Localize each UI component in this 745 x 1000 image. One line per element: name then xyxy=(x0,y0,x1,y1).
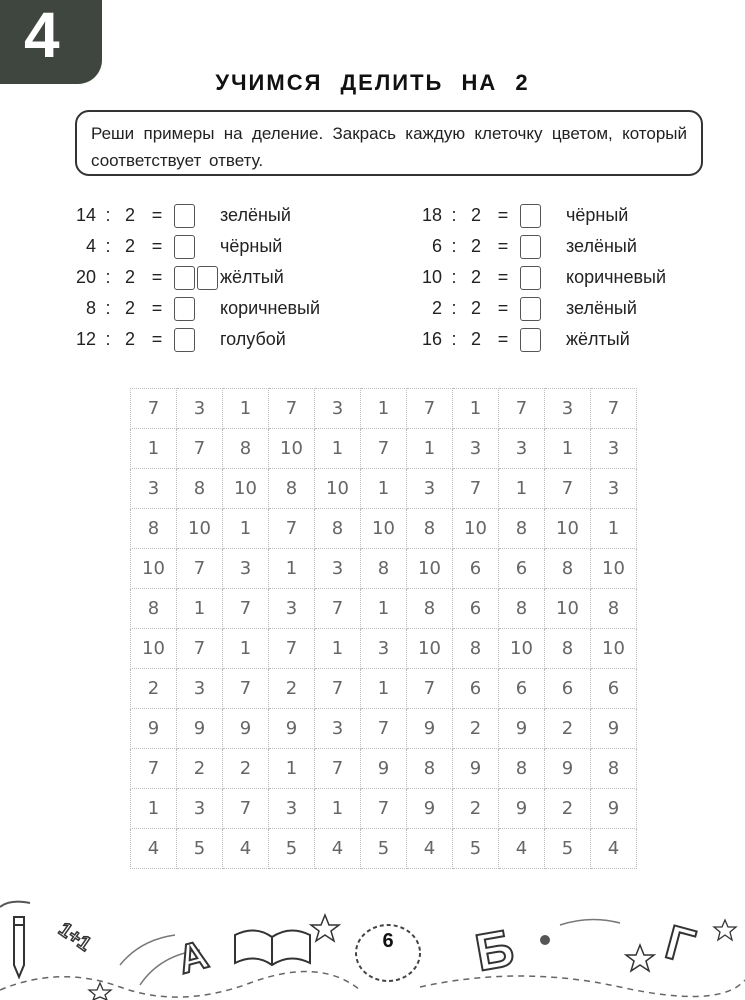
grid-cell[interactable]: 5 xyxy=(453,829,499,869)
division-sign: : xyxy=(451,267,457,287)
answer-boxes xyxy=(174,266,220,290)
dividend: 20 xyxy=(75,267,96,287)
grid-cell[interactable]: 10 xyxy=(591,549,637,589)
grid-row xyxy=(131,389,637,429)
division-sign: : xyxy=(451,205,457,225)
answer-boxes xyxy=(520,204,566,228)
grid-cell[interactable]: 7 xyxy=(223,789,269,829)
grid-cell[interactable]: 6 xyxy=(591,669,637,709)
equation-row xyxy=(412,200,666,231)
grid-cell[interactable]: 4 xyxy=(131,829,177,869)
grid-cell[interactable]: 7 xyxy=(131,389,177,429)
division-sign: : xyxy=(105,267,111,287)
grid-cell[interactable]: 10 xyxy=(177,509,223,549)
equals-sign: = xyxy=(497,298,509,318)
grid-cell[interactable]: 7 xyxy=(177,429,223,469)
grid-cell[interactable]: 6 xyxy=(453,669,499,709)
equation-row xyxy=(66,324,320,355)
grid-cell[interactable]: 7 xyxy=(361,709,407,749)
division-sign: : xyxy=(105,298,111,318)
lesson-number: 4 xyxy=(24,0,60,71)
grid-cell[interactable]: 8 xyxy=(545,629,591,669)
grid-cell[interactable]: 3 xyxy=(269,589,315,629)
answer-box[interactable] xyxy=(520,297,541,321)
equals-sign: = xyxy=(497,267,509,287)
grid-cell[interactable]: 9 xyxy=(407,709,453,749)
grid-row xyxy=(131,629,637,669)
answer-box[interactable] xyxy=(520,328,541,352)
grid-cell[interactable]: 8 xyxy=(223,429,269,469)
grid-cell[interactable]: 8 xyxy=(315,509,361,549)
grid-cell[interactable]: 8 xyxy=(499,749,545,789)
division-sign: : xyxy=(105,205,111,225)
letter-a-icon: А xyxy=(173,932,213,983)
answer-box[interactable] xyxy=(520,204,541,228)
answer-boxes xyxy=(520,235,566,259)
grid-cell[interactable]: 4 xyxy=(407,829,453,869)
dividend: 8 xyxy=(85,298,96,318)
color-name: жёлтый xyxy=(220,267,284,287)
grid-cell[interactable]: 1 xyxy=(315,789,361,829)
grid-cell[interactable]: 3 xyxy=(407,469,453,509)
grid-cell[interactable]: 6 xyxy=(453,549,499,589)
grid-cell[interactable]: 4 xyxy=(315,829,361,869)
grid-cell[interactable]: 9 xyxy=(545,749,591,789)
pencil-icon xyxy=(14,917,24,977)
grid-cell[interactable]: 9 xyxy=(361,749,407,789)
equations-right xyxy=(412,200,666,355)
grid-cell[interactable]: 3 xyxy=(499,429,545,469)
grid-cell[interactable]: 8 xyxy=(591,749,637,789)
answer-boxes xyxy=(520,328,566,352)
equals-sign: = xyxy=(497,205,509,225)
grid-cell[interactable]: 1 xyxy=(223,509,269,549)
grid-cell[interactable]: 6 xyxy=(453,589,499,629)
grid-row xyxy=(131,669,637,709)
page-title: УЧИМСЯ ДЕЛИТЬ НА 2 xyxy=(215,70,530,95)
division-sign: : xyxy=(451,236,457,256)
color-name: чёрный xyxy=(220,236,283,256)
grid-cell[interactable]: 10 xyxy=(545,509,591,549)
grid-cell[interactable]: 7 xyxy=(499,389,545,429)
grid-row xyxy=(131,789,637,829)
equation-row xyxy=(66,262,320,293)
grid-cell[interactable]: 7 xyxy=(361,789,407,829)
grid-cell[interactable]: 6 xyxy=(545,669,591,709)
grid-row xyxy=(131,549,637,589)
color-name: чёрный xyxy=(566,205,629,225)
instruction-box: Реши примеры на деление. Закрась каждую клеточку цветом, который соответствует ответу. xyxy=(75,110,703,176)
grid-cell[interactable]: 3 xyxy=(131,469,177,509)
grid-cell[interactable]: 10 xyxy=(131,629,177,669)
grid-cell[interactable]: 8 xyxy=(407,589,453,629)
grid-cell[interactable]: 10 xyxy=(499,629,545,669)
grid-cell[interactable]: 3 xyxy=(591,429,637,469)
book-icon xyxy=(235,930,310,965)
division-sign: : xyxy=(451,329,457,349)
answer-boxes xyxy=(174,297,220,321)
coloring-grid xyxy=(130,388,637,869)
color-name: жёлтый xyxy=(566,329,630,349)
equation-row xyxy=(412,324,666,355)
grid-cell[interactable]: 9 xyxy=(177,709,223,749)
equals-sign: = xyxy=(497,236,509,256)
answer-box[interactable] xyxy=(174,328,195,352)
grid-cell[interactable]: 5 xyxy=(361,829,407,869)
grid-cell[interactable]: 7 xyxy=(269,509,315,549)
grid-cell[interactable]: 3 xyxy=(315,389,361,429)
dividend: 16 xyxy=(421,329,442,349)
grid-cell[interactable]: 2 xyxy=(269,669,315,709)
color-name: коричневый xyxy=(566,267,667,287)
grid-row xyxy=(131,469,637,509)
grid-cell[interactable]: 7 xyxy=(269,629,315,669)
grid-cell[interactable]: 8 xyxy=(453,629,499,669)
grid-cell[interactable]: 10 xyxy=(407,549,453,589)
grid-cell[interactable]: 8 xyxy=(591,589,637,629)
grid-cell[interactable]: 1 xyxy=(269,749,315,789)
equation-row xyxy=(412,231,666,262)
grid-cell[interactable]: 7 xyxy=(269,389,315,429)
dividend: 12 xyxy=(75,329,96,349)
grid-row xyxy=(131,749,637,789)
grid-cell[interactable]: 3 xyxy=(177,669,223,709)
grid-cell[interactable]: 1 xyxy=(131,429,177,469)
divisor: 2 xyxy=(124,267,135,287)
grid-cell[interactable]: 10 xyxy=(407,629,453,669)
dividend: 6 xyxy=(431,236,442,256)
grid-cell[interactable]: 5 xyxy=(177,829,223,869)
answer-boxes xyxy=(520,266,566,290)
grid-cell[interactable]: 1 xyxy=(223,629,269,669)
equals-sign: = xyxy=(151,205,163,225)
grid-cell[interactable]: 1 xyxy=(315,629,361,669)
grid-cell[interactable]: 2 xyxy=(177,749,223,789)
dividend: 2 xyxy=(431,298,442,318)
grid-cell[interactable]: 3 xyxy=(269,789,315,829)
grid-cell[interactable]: 6 xyxy=(499,669,545,709)
grid-cell[interactable]: 9 xyxy=(591,709,637,749)
grid-cell[interactable]: 7 xyxy=(223,589,269,629)
grid-cell[interactable]: 7 xyxy=(407,389,453,429)
grid-cell[interactable]: 1 xyxy=(269,549,315,589)
equation-row xyxy=(66,293,320,324)
formula-icon: 1+1 xyxy=(54,918,95,956)
dividend: 10 xyxy=(421,267,442,287)
grid-cell[interactable]: 8 xyxy=(545,549,591,589)
grid-cell[interactable]: 9 xyxy=(591,789,637,829)
equation-row xyxy=(66,231,320,262)
grid-cell[interactable]: 9 xyxy=(131,709,177,749)
grid-row xyxy=(131,829,637,869)
grid-cell[interactable]: 8 xyxy=(131,589,177,629)
equation-row xyxy=(412,262,666,293)
letter-g-icon: Г xyxy=(659,915,700,975)
equals-sign: = xyxy=(497,329,509,349)
color-name: голубой xyxy=(220,329,286,349)
grid-cell[interactable]: 10 xyxy=(361,509,407,549)
dividend: 4 xyxy=(85,236,96,256)
color-name: коричневый xyxy=(220,298,321,318)
divisor: 2 xyxy=(470,329,481,349)
grid-cell[interactable]: 3 xyxy=(361,629,407,669)
grid-cell[interactable]: 3 xyxy=(223,549,269,589)
grid-cell[interactable]: 9 xyxy=(453,749,499,789)
equals-sign: = xyxy=(151,267,163,287)
grid-cell[interactable]: 1 xyxy=(361,389,407,429)
equations-left xyxy=(66,200,320,355)
grid-cell[interactable]: 8 xyxy=(361,549,407,589)
answer-box[interactable] xyxy=(174,204,195,228)
grid-cell[interactable]: 4 xyxy=(591,829,637,869)
grid-cell[interactable]: 8 xyxy=(407,509,453,549)
grid-cell[interactable]: 8 xyxy=(269,469,315,509)
grid-cell[interactable]: 7 xyxy=(545,469,591,509)
grid-cell[interactable]: 8 xyxy=(407,749,453,789)
grid-cell[interactable]: 1 xyxy=(499,469,545,509)
grid-cell[interactable]: 1 xyxy=(223,389,269,429)
divisor: 2 xyxy=(470,236,481,256)
grid-cell[interactable]: 10 xyxy=(269,429,315,469)
star-icon xyxy=(626,945,654,971)
grid-cell[interactable]: 7 xyxy=(315,749,361,789)
grid-cell[interactable]: 10 xyxy=(223,469,269,509)
grid-cell[interactable]: 8 xyxy=(177,469,223,509)
grid-cell[interactable]: 3 xyxy=(545,389,591,429)
grid-cell[interactable]: 1 xyxy=(591,509,637,549)
grid-cell[interactable]: 7 xyxy=(177,549,223,589)
grid-cell[interactable]: 1 xyxy=(361,669,407,709)
answer-boxes xyxy=(174,328,220,352)
divisor: 2 xyxy=(124,205,135,225)
division-sign: : xyxy=(451,298,457,318)
star-icon xyxy=(311,915,339,941)
grid-cell[interactable]: 8 xyxy=(131,509,177,549)
division-sign: : xyxy=(105,329,111,349)
grid-cell[interactable]: 7 xyxy=(453,469,499,509)
grid-cell[interactable]: 1 xyxy=(453,389,499,429)
grid-cell[interactable]: 7 xyxy=(361,429,407,469)
grid-cell[interactable]: 2 xyxy=(223,749,269,789)
answer-boxes xyxy=(520,297,566,321)
grid-cell[interactable]: 5 xyxy=(545,829,591,869)
grid-cell[interactable]: 3 xyxy=(315,709,361,749)
letter-b-icon: Б xyxy=(471,919,519,983)
divisor: 2 xyxy=(470,267,481,287)
grid-cell[interactable]: 1 xyxy=(545,429,591,469)
grid-cell[interactable]: 3 xyxy=(177,789,223,829)
grid-cell[interactable]: 3 xyxy=(453,429,499,469)
grid-cell[interactable]: 9 xyxy=(499,789,545,829)
star-icon xyxy=(714,920,736,940)
grid-cell[interactable]: 2 xyxy=(453,789,499,829)
answer-box[interactable] xyxy=(197,266,218,290)
grid-cell[interactable]: 10 xyxy=(131,549,177,589)
division-sign: : xyxy=(105,236,111,256)
grid-cell[interactable]: 1 xyxy=(407,429,453,469)
grid-cell[interactable]: 2 xyxy=(545,709,591,749)
answer-boxes xyxy=(174,204,220,228)
grid-cell[interactable]: 7 xyxy=(591,389,637,429)
grid-cell[interactable]: 9 xyxy=(269,709,315,749)
divisor: 2 xyxy=(124,236,135,256)
grid-cell[interactable]: 6 xyxy=(499,549,545,589)
grid-row xyxy=(131,709,637,749)
page-number: 6 xyxy=(382,930,394,952)
dividend: 14 xyxy=(75,205,96,225)
grid-cell[interactable]: 7 xyxy=(131,749,177,789)
grid-cell[interactable]: 5 xyxy=(269,829,315,869)
grid-cell[interactable]: 2 xyxy=(453,709,499,749)
divisor: 2 xyxy=(124,298,135,318)
grid-cell[interactable]: 9 xyxy=(407,789,453,829)
grid-cell[interactable]: 7 xyxy=(315,669,361,709)
divisor: 2 xyxy=(124,329,135,349)
grid-cell[interactable]: 1 xyxy=(131,789,177,829)
color-name: зелёный xyxy=(566,236,637,256)
grid-cell[interactable]: 9 xyxy=(499,709,545,749)
grid-cell[interactable]: 1 xyxy=(177,589,223,629)
grid-row xyxy=(131,589,637,629)
grid-cell[interactable]: 2 xyxy=(545,789,591,829)
answer-box[interactable] xyxy=(520,235,541,259)
grid-cell[interactable]: 7 xyxy=(223,669,269,709)
grid-cell[interactable]: 7 xyxy=(315,589,361,629)
equals-sign: = xyxy=(151,298,163,318)
answer-box[interactable] xyxy=(174,297,195,321)
grid-row xyxy=(131,509,637,549)
dot-icon xyxy=(540,935,550,945)
dividend: 18 xyxy=(421,205,442,225)
grid-cell[interactable]: 1 xyxy=(361,589,407,629)
grid-cell[interactable]: 2 xyxy=(131,669,177,709)
grid-cell[interactable]: 8 xyxy=(499,589,545,629)
grid-cell[interactable]: 4 xyxy=(223,829,269,869)
grid-cell[interactable]: 3 xyxy=(591,469,637,509)
grid-cell[interactable]: 9 xyxy=(223,709,269,749)
grid-cell[interactable]: 10 xyxy=(453,509,499,549)
color-name: зелёный xyxy=(220,205,291,225)
grid-cell[interactable]: 4 xyxy=(499,829,545,869)
equation-row xyxy=(66,200,320,231)
grid-cell[interactable]: 7 xyxy=(407,669,453,709)
grid-row xyxy=(131,429,637,469)
answer-boxes xyxy=(174,235,220,259)
grid-cell[interactable]: 10 xyxy=(545,589,591,629)
equation-row xyxy=(412,293,666,324)
grid-cell[interactable]: 7 xyxy=(177,629,223,669)
answer-box[interactable] xyxy=(520,266,541,290)
answer-box[interactable] xyxy=(174,266,195,290)
star-icon xyxy=(89,983,111,1000)
equals-sign: = xyxy=(151,329,163,349)
grid-cell[interactable]: 3 xyxy=(177,389,223,429)
divisor: 2 xyxy=(470,298,481,318)
grid-cell[interactable]: 10 xyxy=(315,469,361,509)
grid-cell[interactable]: 8 xyxy=(499,509,545,549)
color-name: зелёный xyxy=(566,298,637,318)
answer-box[interactable] xyxy=(174,235,195,259)
equals-sign: = xyxy=(151,236,163,256)
divisor: 2 xyxy=(470,205,481,225)
grid-cell[interactable]: 1 xyxy=(315,429,361,469)
grid-cell[interactable]: 10 xyxy=(591,629,637,669)
grid-cell[interactable]: 3 xyxy=(315,549,361,589)
grid-cell[interactable]: 1 xyxy=(361,469,407,509)
